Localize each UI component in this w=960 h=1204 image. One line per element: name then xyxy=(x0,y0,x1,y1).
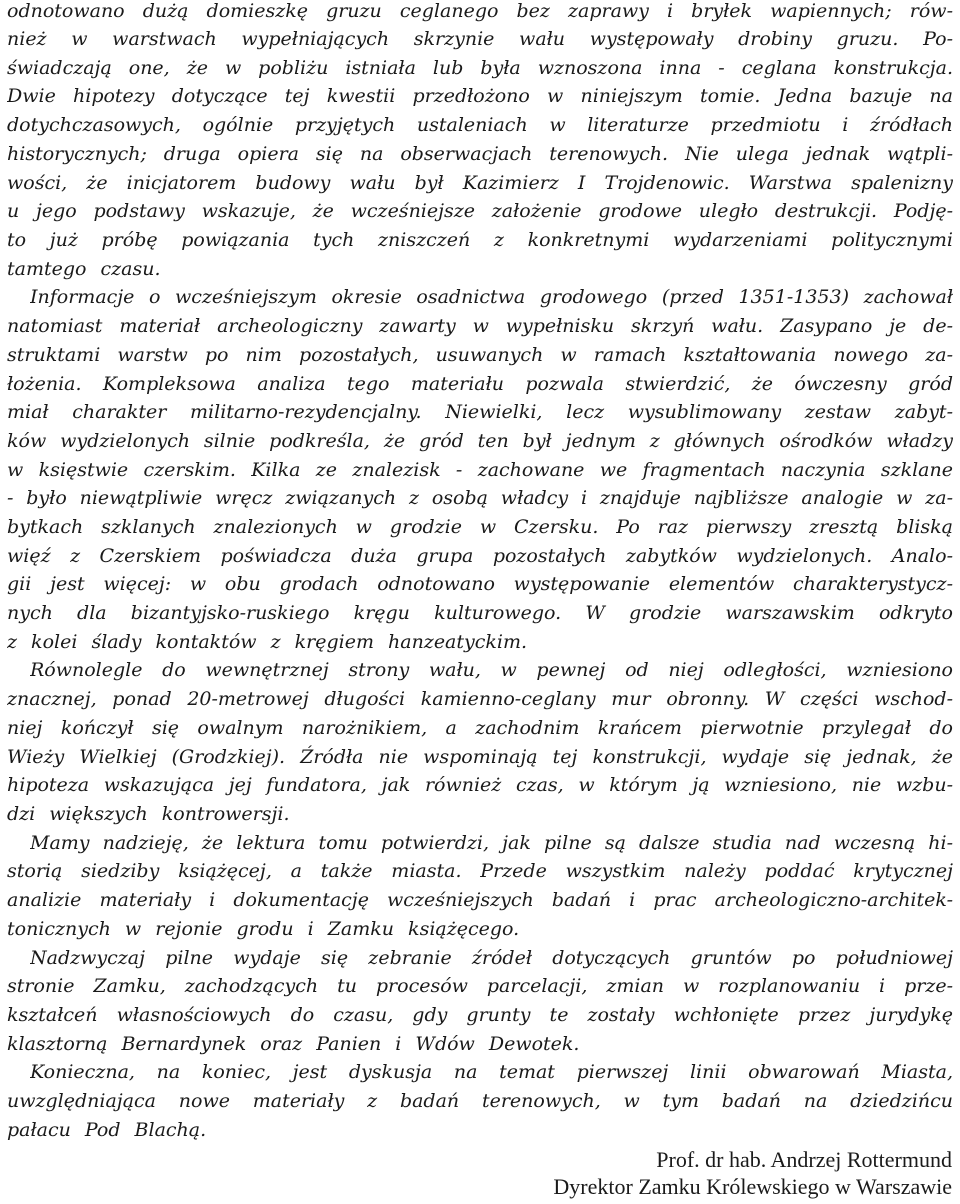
text-line: uwzględniająca nowe materiały z badań terenowych, w tym badań na dziedzińcu xyxy=(7,1090,953,1112)
text-line: pałacu Pod Blachą. xyxy=(7,1119,207,1141)
text-line: niej kończył się owalnym narożnikiem, a zachodnim krańcem pierwotnie przylegał do xyxy=(7,717,953,739)
text-line: dotychczasowych, ogólnie przyjętych ustaleniach w literaturze przedmiotu i źródłach xyxy=(7,114,953,136)
text-line: tamtego czasu. xyxy=(7,258,161,280)
text-line: Konieczna, na koniec, jest dyskusja na temat pierwszej linii obwarowań Miasta, xyxy=(30,1061,953,1083)
text-line: historycznych; druga opiera się na obserwacjach terenowych. Nie ulega jednak wątpli- xyxy=(7,143,953,165)
text-line: Nadzwyczaj pilne wydaje się zebranie źródeł dotyczących gruntów po południowej xyxy=(30,947,953,969)
text-line: znacznej, ponad 20-metrowej długości kamienno-ceglany mur obronny. W części wschod- xyxy=(7,688,953,710)
text-line: hipoteza wskazująca jej fundatora, jak również czas, w którym ją wzniesiono, nie wzbu- xyxy=(7,774,953,796)
text-line: wości, że inicjatorem budowy wału był Kazimierz I Trojdenowic. Warstwa spalenizny xyxy=(7,172,953,194)
text-line: to już próbę powiązania tych zniszczeń z konkretnymi wydarzeniami politycznymi xyxy=(7,229,953,251)
text-line: storią siedziby książęcej, a także miasta. Przede wszystkim należy poddać krytycznej xyxy=(7,860,953,882)
text-line: u jego podstawy wskazuje, że wcześniejsze założenie grodowe uległo destrukcji. Podję- xyxy=(7,200,953,222)
text-line: łożenia. Kompleksowa analiza tego materiału pozwala stwierdzić, że ówczesny gród xyxy=(7,373,953,395)
text-line: - było niewątpliwie wręcz związanych z osobą władcy i znajduje najbliższe analogie w za- xyxy=(7,487,953,509)
signature-title: Dyrektor Zamku Królewskiego w Warszawie xyxy=(553,1174,952,1199)
text-line: struktami warstw po nim pozostałych, usuwanych w ramach kształtowania nowego za- xyxy=(7,344,953,366)
text-line: Mamy nadzieję, że lektura tomu potwierdzi, jak pilne są dalsze studia nad wczesną hi- xyxy=(30,832,953,854)
text-line: Wieży Wielkiej (Grodzkiej). Źródła nie wspominają tej konstrukcji, wydaje się jednak, że xyxy=(7,746,953,768)
text-line: w księstwie czerskim. Kilka ze znalezisk - zachowane we fragmentach naczynia szklane xyxy=(7,459,953,481)
text-line: miał charakter militarno-rezydencjalny. Niewielki, lecz wysublimowany zestaw zabyt- xyxy=(7,401,953,423)
text-line: dzi większych kontrowersji. xyxy=(7,803,290,825)
text-line: z kolei ślady kontaktów z kręgiem hanzeatyckim. xyxy=(7,631,528,653)
text-line: Równolegle do wewnętrznej strony wału, w pewnej od niej odległości, wzniesiono xyxy=(30,659,953,681)
text-line: więź z Czerskiem poświadcza duża grupa pozostałych zabytków wydzielonych. Analo- xyxy=(7,545,953,567)
text-line: bytkach szklanych znalezionych w grodzie w Czersku. Po raz pierwszy zresztą bliską xyxy=(7,516,953,538)
text-line: klasztorną Bernardynek oraz Panien i Wdów Dewotek. xyxy=(7,1033,580,1055)
text-line: stronie Zamku, zachodzących tu procesów parcelacji, zmian w rozplanowaniu i prze- xyxy=(7,975,953,997)
text-line: świadczają one, że w pobliżu istniała lub była wznoszona inna - ceglana konstrukcja. xyxy=(7,57,953,79)
signature-name: Prof. dr hab. Andrzej Rottermund xyxy=(656,1147,952,1172)
text-line: kształceń własnościowych do czasu, gdy grunty te zostały wchłonięte przez jurydykę xyxy=(7,1004,953,1026)
text-line: Informacje o wcześniejszym okresie osadnictwa grodowego (przed 1351-1353) zachował xyxy=(30,286,953,308)
text-line: nież w warstwach wypełniających skrzynie wału występowały drobiny gruzu. Po- xyxy=(7,28,953,50)
text-line: Dwie hipotezy dotyczące tej kwestii przedłożono w niniejszym tomie. Jedna bazuje na xyxy=(7,85,953,107)
text-line: natomiast materiał archeologiczny zawarty w wypełnisku skrzyń wału. Zasypano je de- xyxy=(7,315,953,337)
text-line: odnotowano dużą domieszkę gruzu ceglanego bez zaprawy i bryłek wapiennych; rów- xyxy=(7,0,953,22)
text-line: analizie materiały i dokumentację wcześniejszych badań i prac archeologiczno-architek- xyxy=(7,889,953,911)
text-line: ków wydzielonych silnie podkreśla, że gród ten był jednym z głównych ośrodków władzy xyxy=(7,430,953,452)
text-line: nych dla bizantyjsko-ruskiego kręgu kulturowego. W grodzie warszawskim odkryto xyxy=(7,602,953,624)
text-line: tonicznych w rejonie grodu i Zamku książęcego. xyxy=(7,918,520,940)
text-line: gii jest więcej: w obu grodach odnotowano występowanie elementów charakterystycz- xyxy=(7,573,953,595)
